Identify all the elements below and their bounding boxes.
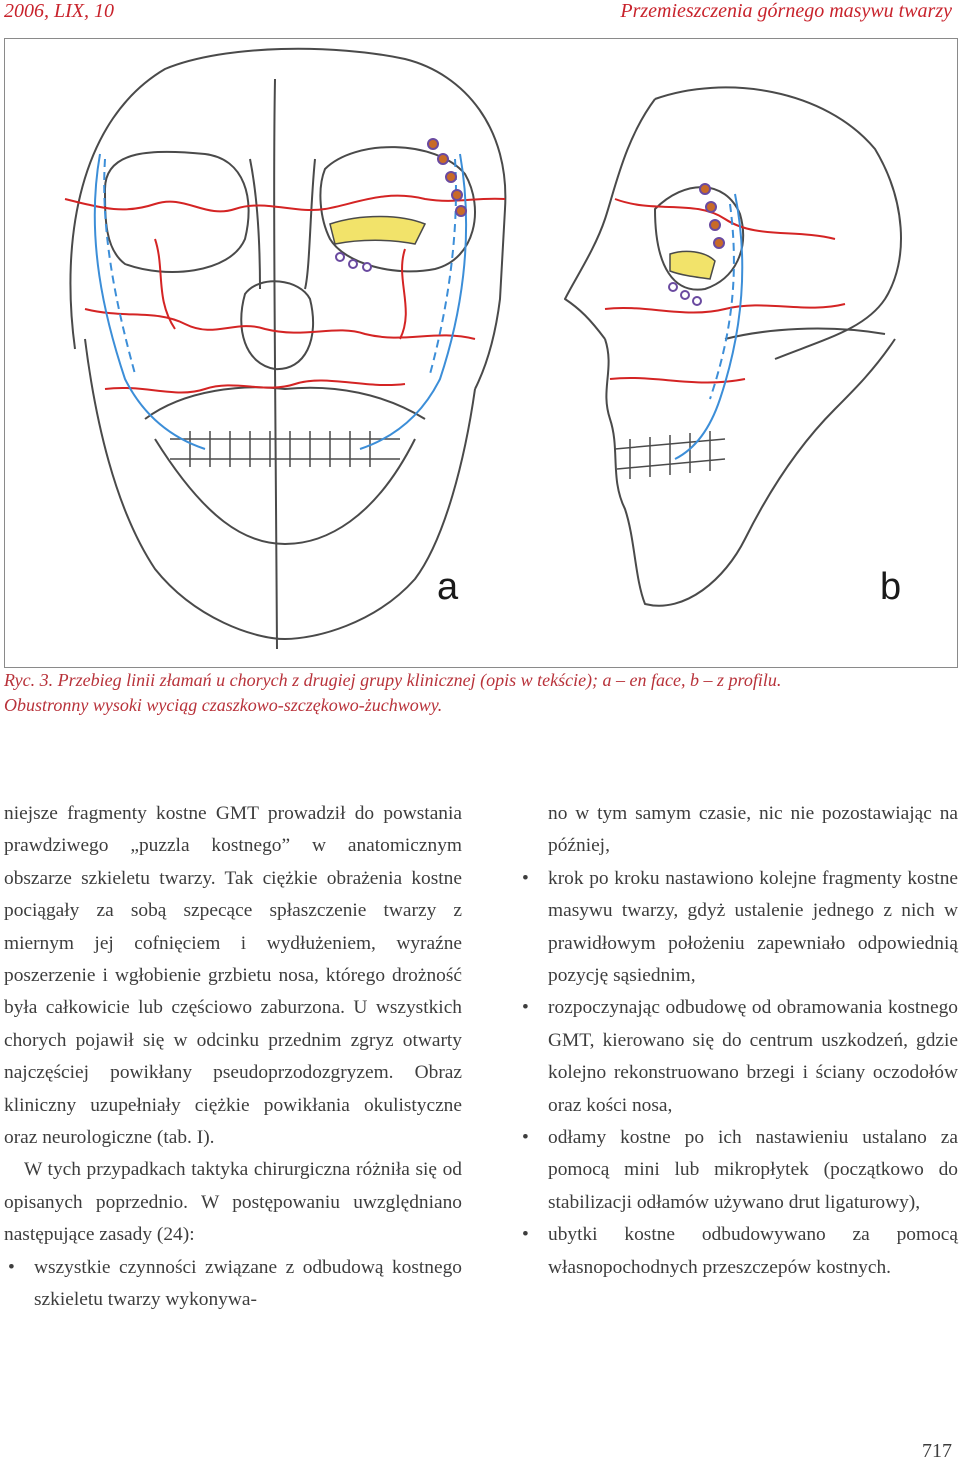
paragraph-1: niejsze fragmenty kostne GMT prowadził do powstania prawdziwego „puzzla kostnego” w anatomicznym obszarze szkieletu twarzy. Tak ciężkie obrażenia kostne pociągały za sobą szpecące spłaszczenie twarzy z miernym jej cofnięciem i wydłużeniem, wyraźne poszerzenie i wgłobienie grzbietu nosa, którego drożność była całkowicie lub częściowo zaburzona. U wszystkich chorych pojawił się w odcinku przednim zgryz otwarty najczęściej powikłany pseudoprzodozgryzem. Obraz kliniczny uzupełniały ciężkie powikłania okulistyczne oraz neurologiczne (tab. I). xyxy=(4,803,462,1149)
figure-skull-illustration xyxy=(4,38,958,668)
running-header-right: Przemieszczenia górnego masywu twarzy xyxy=(620,0,952,22)
bullet-icon: • xyxy=(522,997,529,1019)
bullet-icon: • xyxy=(522,1127,529,1149)
list-item: • krok po kroku nastawiono kolejne fragmenty kostne masywu twarzy, gdyż ustalenie jednego z nich w prawidłowym położeniu zapewniało odpowiednią pozycję sąsiednim, xyxy=(518,863,958,993)
list-item: • wszystkie czynności związane z odbudową kostnego szkieletu twarzy wykonywa- xyxy=(4,1252,462,1317)
bullet-icon: • xyxy=(522,867,529,889)
list-item: • ubytki kostne odbudowywano za pomocą własnopochodnych przeszczepów kostnych. xyxy=(518,1219,958,1284)
skull-drawing xyxy=(5,39,957,667)
right-bullet-list xyxy=(518,863,958,1284)
list-item: • rozpoczynając odbudowę od obramowania kostnego GMT, kierowano się do centrum uszkodzeń, gdzie kolejno rekonstruowano brzegi i ściany oczodołów oraz kości nosa, xyxy=(518,992,958,1122)
figure-label-b: b xyxy=(880,566,902,608)
list-item-continuation: no w tym samym czasie, nic nie pozostawiając na później, xyxy=(548,803,958,857)
left-column xyxy=(4,798,462,1317)
bullet-icon: • xyxy=(522,1224,529,1246)
right-column xyxy=(518,798,958,1284)
paragraph-2: W tych przypadkach taktyka chirurgiczna różniła się od opisanych poprzednio. W postępowaniu uwzględniano następujące zasady (24): xyxy=(4,1159,462,1246)
bullet-icon: • xyxy=(8,1256,15,1278)
figure-caption xyxy=(4,668,956,718)
figure-label-a: a xyxy=(437,566,459,608)
list-item: • odłamy kostne po ich nastawieniu ustalano za pomocą mini lub mikropłytek (początkowo do stabilizacji odłamów używano drut ligaturowy), xyxy=(518,1122,958,1219)
left-bullet-list xyxy=(4,1252,462,1317)
caption-line-2: Obustronny wysoki wyciąg czaszkowo-szczękowo-żuchwowy. xyxy=(4,695,443,715)
running-header-left: 2006, LIX, 10 xyxy=(4,0,114,22)
page-number: 717 xyxy=(922,1440,952,1462)
caption-line-1: Ryc. 3. Przebieg linii złamań u chorych z drugiej grupy klinicznej (opis w tekście); a – en face, b – z profilu. xyxy=(4,670,782,690)
